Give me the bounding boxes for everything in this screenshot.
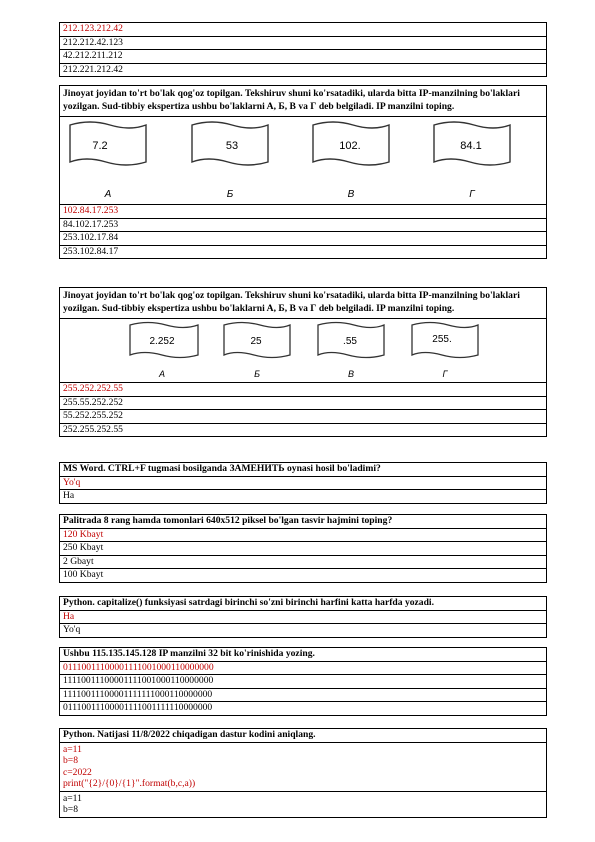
answer-option-correct[interactable]: 102.84.17.253 [63,205,119,216]
question-2 [59,287,547,437]
question-5 [59,596,547,638]
svg-text:2.252: 2.252 [149,336,175,347]
code-line: a=11 [63,743,82,755]
svg-text:Г: Г [442,369,448,379]
svg-text:A: A [158,369,166,379]
answer-option[interactable]: 100 Kbayt [60,568,546,582]
svg-text:A: A [104,189,112,200]
fragment-g [412,323,478,380]
svg-text:255.: 255. [432,334,452,345]
answer-option-correct[interactable]: 120 Kbayt [63,528,104,540]
fragment-a [130,323,198,380]
answer-option-correct[interactable]: 01110011100001111001000110000000 [63,661,214,673]
svg-text:Б: Б [254,369,260,379]
svg-text:53: 53 [225,140,239,152]
question-text: Jinoyat joyidan to'rt bo'lak qog'oz topilgan. Tekshiruv shuni ko'rsatadiki, ularda bitta IP-manzilning bo'laklari yozilgan. Sud-tibbiy ekspertiza ushbu bo'laklarni A, Б, B va Г deb belgiladi. IP manzilni toping. [60,86,546,117]
svg-text:B: B [347,369,355,379]
fragment-b [224,323,290,380]
answer-option[interactable]: 255.55.252.252 [60,396,546,410]
answer-option-correct[interactable]: Yo'q [63,476,81,488]
code-line: print("{2}/{0}/{1}".format(b,c,a)) [63,778,196,789]
fragment-v [313,122,389,200]
svg-text:Б: Б [226,189,234,200]
question-text: MS Word. CTRL+F tugmasi bosilganda ЗАМЕНИТЬ oynasi hosil bo'ladimi? [60,463,546,477]
svg-text:102.: 102. [339,140,361,152]
answer-option[interactable]: Yo'q [60,623,546,637]
question-text: Python. Natijasi 11/8/2022 chiqadigan dastur kodini aniqlang. [60,729,546,743]
question-text: Python. capitalize() funksiyasi satrdagi birinchi so'zni birinchi harfini katta harfda yozadi. [60,597,546,611]
fragment-a [70,122,146,200]
question-6 [59,647,547,716]
answer-option[interactable]: 2 Gbayt [60,555,546,569]
code-line: b=8 [63,804,79,815]
fragment-b [192,122,268,200]
question-0 [59,22,547,77]
question-7 [59,728,547,818]
svg-text:Г: Г [469,189,475,200]
paper-fragments-figure [60,117,546,205]
code-line: c=2022 [63,766,92,778]
question-text: Palitrada 8 rang hamda tomonlari 640x512 piksel bo'lgan tasvir hajmini toping? [60,515,546,529]
answer-option[interactable]: 212.221.212.42 [60,63,546,77]
svg-text:84.1: 84.1 [460,140,482,152]
answer-option[interactable] [60,792,546,817]
fragment-g [434,122,510,200]
answer-option[interactable]: 55.252.255.252 [60,409,546,423]
svg-text:.55: .55 [343,336,357,347]
code-line: a=11 [63,792,82,804]
answer-option[interactable]: 42.212.211.212 [60,49,546,63]
answer-option[interactable]: 11110011100001111111000110000000 [60,688,546,702]
svg-text:7.2: 7.2 [92,140,108,152]
question-4 [59,514,547,583]
answer-option[interactable]: 84.102.17.253 [60,218,546,232]
answer-option[interactable]: 253.102.17.84 [60,231,546,245]
question-text: Jinoyat joyidan to'rt bo'lak qog'oz topilgan. Tekshiruv shuni ko'rsatadiki, ularda bitta IP-manzilning bo'laklari yozilgan. Sud-tibbiy ekspertiza ushbu bo'laklarni A, Б, B va Г deb belgiladi. IP manzilni toping. [60,288,546,319]
answer-option[interactable]: 212.212.42.123 [60,36,546,50]
answer-option[interactable]: 252.255.252.55 [60,423,546,437]
answer-option-correct[interactable] [60,743,546,792]
question-text: Ushbu 115.135.145.128 IP manzilni 32 bit ko'rinishida yozing. [60,648,546,662]
answer-option[interactable]: 250 Kbayt [60,541,546,555]
svg-text:B: B [347,189,355,200]
question-1 [59,85,547,259]
answer-option[interactable]: 11110011100001111001000110000000 [60,674,546,688]
fragment-v [318,323,384,380]
answer-option-correct[interactable]: 255.252.252.55 [63,383,123,394]
answer-option-correct[interactable]: Ha [63,610,75,622]
answer-option[interactable]: 253.102.84.17 [60,245,546,259]
code-line: b=8 [63,755,79,766]
svg-text:25: 25 [250,336,262,347]
question-3 [59,462,547,504]
answer-option-correct[interactable]: 212.123.212.42 [63,23,123,34]
paper-fragments-figure [60,319,546,383]
answer-option[interactable]: Ha [60,489,546,503]
answer-option[interactable]: 01110011100001111001111110000000 [60,701,546,715]
